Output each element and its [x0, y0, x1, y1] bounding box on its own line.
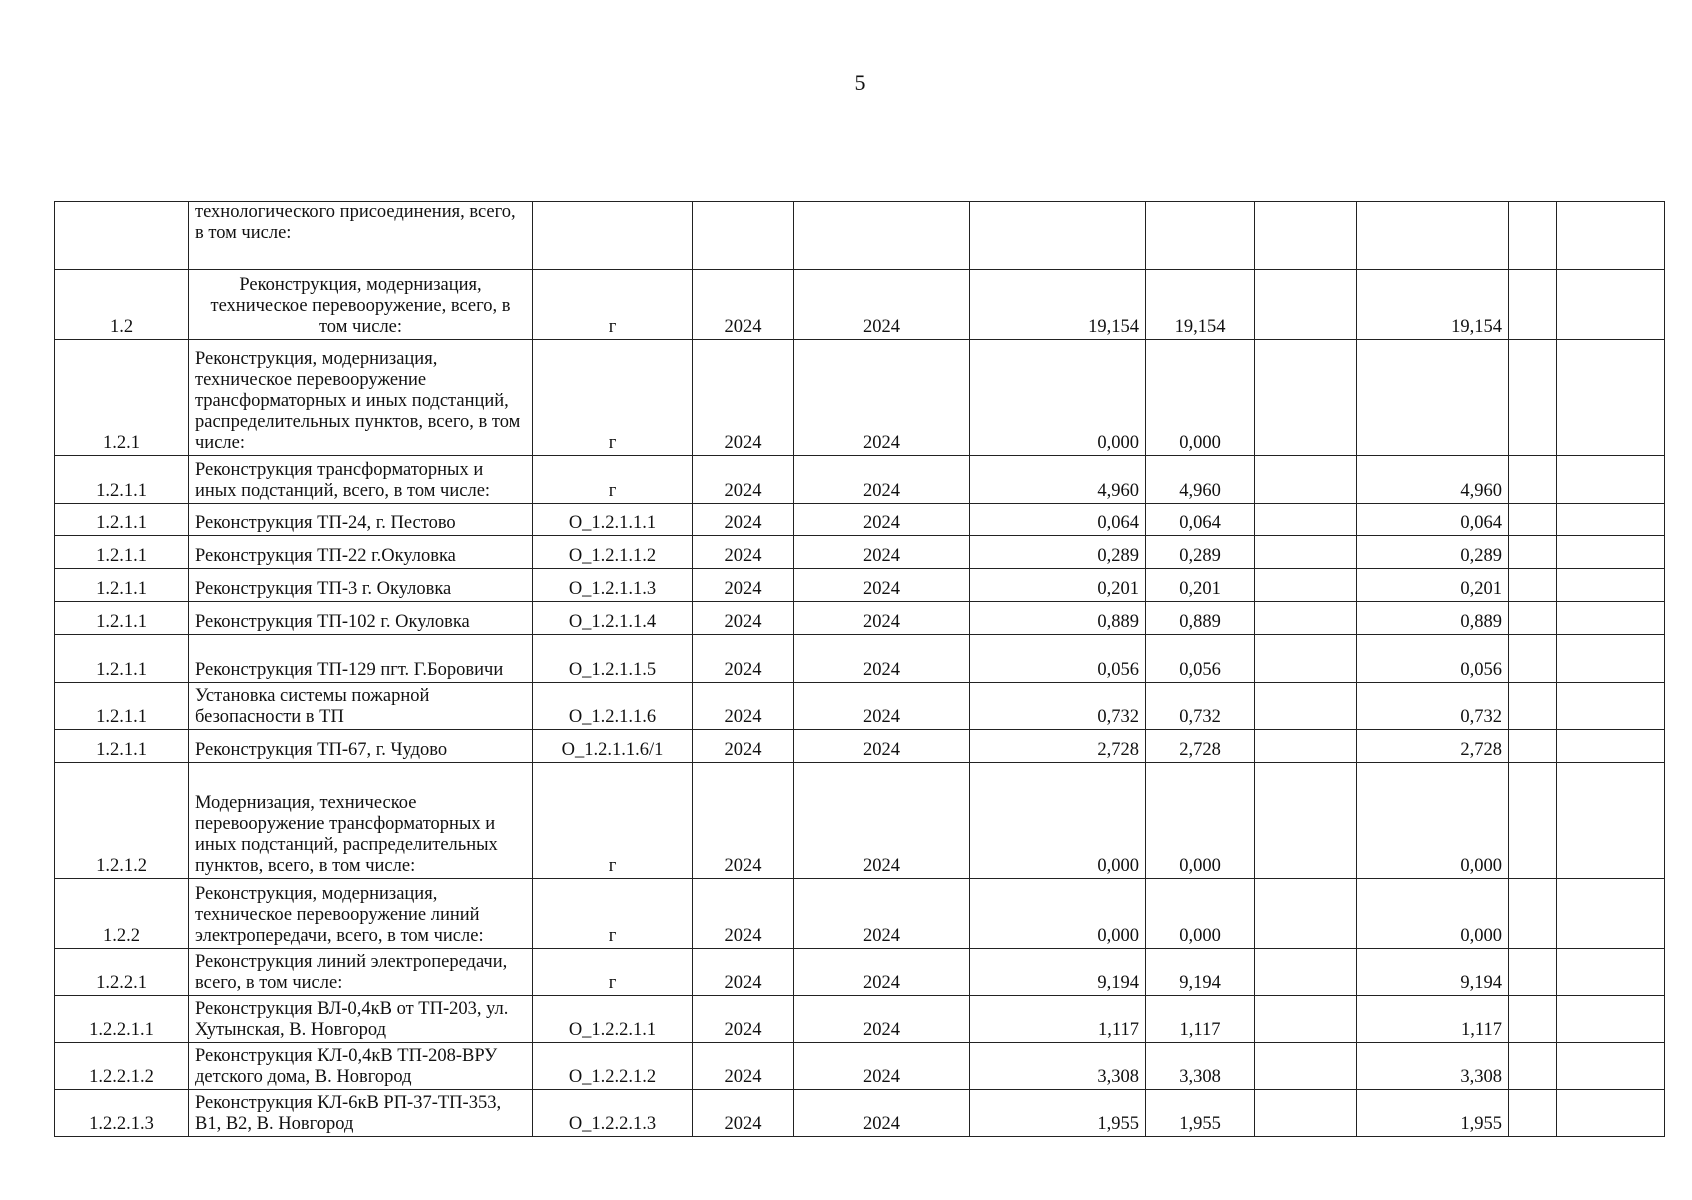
- row-year-end: 2024: [794, 1090, 970, 1137]
- row-name: Установка системы пожарной безопасности в ТП: [189, 683, 533, 730]
- row-value-2: 0,064: [1146, 504, 1255, 536]
- row-year-start: 2024: [693, 996, 794, 1043]
- row-year-start: 2024: [693, 1043, 794, 1090]
- row-year-end: 2024: [794, 536, 970, 569]
- row-empty-cell: [1255, 504, 1357, 536]
- row-empty-cell: [1509, 683, 1557, 730]
- row-value-3: 1,117: [1357, 996, 1509, 1043]
- row-value-1: 0,000: [970, 879, 1146, 949]
- row-number: 1.2.1.1: [55, 504, 189, 536]
- row-value-2: 0,000: [1146, 340, 1255, 456]
- row-empty-cell: [1255, 270, 1357, 340]
- row-name: Реконструкция ТП-102 г. Окуловка: [189, 602, 533, 635]
- row-code: О_1.2.1.1.5: [533, 635, 693, 683]
- row-empty-cell: [1557, 730, 1665, 763]
- row-empty-cell: [1509, 996, 1557, 1043]
- row-value-3: [1357, 202, 1509, 270]
- row-number: 1.2.2.1.1: [55, 996, 189, 1043]
- row-value-1: 0,000: [970, 763, 1146, 879]
- row-value-1: 1,955: [970, 1090, 1146, 1137]
- row-empty-cell: [1557, 340, 1665, 456]
- row-value-3: 2,728: [1357, 730, 1509, 763]
- row-value-3: 4,960: [1357, 456, 1509, 504]
- row-year-end: 2024: [794, 879, 970, 949]
- table-row: [55, 602, 1665, 635]
- table-row: [55, 456, 1665, 504]
- row-empty-cell: [1557, 879, 1665, 949]
- row-empty-cell: [1255, 1090, 1357, 1137]
- row-empty-cell: [1557, 1090, 1665, 1137]
- row-empty-cell: [1557, 683, 1665, 730]
- row-number: 1.2.1.1: [55, 635, 189, 683]
- table-row: [55, 1043, 1665, 1090]
- row-year-start: 2024: [693, 763, 794, 879]
- row-number: 1.2.2.1.3: [55, 1090, 189, 1137]
- row-value-3: 0,889: [1357, 602, 1509, 635]
- row-year-start: 2024: [693, 340, 794, 456]
- row-empty-cell: [1255, 879, 1357, 949]
- row-empty-cell: [1255, 456, 1357, 504]
- row-number: 1.2.1.2: [55, 763, 189, 879]
- row-value-1: 0,289: [970, 536, 1146, 569]
- row-value-2: 1,117: [1146, 996, 1255, 1043]
- row-value-2: 0,000: [1146, 879, 1255, 949]
- row-value-3: 0,056: [1357, 635, 1509, 683]
- row-number: 1.2.1.1: [55, 683, 189, 730]
- row-code: [533, 202, 693, 270]
- table-row: [55, 635, 1665, 683]
- row-code: г: [533, 879, 693, 949]
- row-value-2: 0,889: [1146, 602, 1255, 635]
- row-value-1: 0,201: [970, 569, 1146, 602]
- table-row: [55, 569, 1665, 602]
- table-body: [55, 202, 1665, 1137]
- row-year-start: 2024: [693, 456, 794, 504]
- row-value-2: 0,000: [1146, 763, 1255, 879]
- row-empty-cell: [1255, 569, 1357, 602]
- row-value-1: 0,000: [970, 340, 1146, 456]
- row-empty-cell: [1509, 569, 1557, 602]
- row-value-3: 0,201: [1357, 569, 1509, 602]
- page-number: 5: [854, 70, 866, 95]
- row-year-start: 2024: [693, 270, 794, 340]
- row-code: О_1.2.1.1.2: [533, 536, 693, 569]
- row-year-start: 2024: [693, 683, 794, 730]
- row-value-1: 9,194: [970, 949, 1146, 996]
- row-year-end: 2024: [794, 340, 970, 456]
- row-value-1: 2,728: [970, 730, 1146, 763]
- row-code: О_1.2.1.1.4: [533, 602, 693, 635]
- row-value-1: [970, 202, 1146, 270]
- row-number: 1.2.2: [55, 879, 189, 949]
- table-row: [55, 270, 1665, 340]
- table-row: [55, 763, 1665, 879]
- row-code: г: [533, 270, 693, 340]
- row-empty-cell: [1255, 730, 1357, 763]
- row-empty-cell: [1557, 270, 1665, 340]
- row-name: Реконструкция ТП-22 г.Окуловка: [189, 536, 533, 569]
- row-name: Реконструкция ТП-129 пгт. Г.Боровичи: [189, 635, 533, 683]
- row-year-end: 2024: [794, 1043, 970, 1090]
- row-year-start: 2024: [693, 1090, 794, 1137]
- table-row: [55, 202, 1665, 270]
- row-code: О_1.2.2.1.1: [533, 996, 693, 1043]
- row-name: Реконструкция ТП-67, г. Чудово: [189, 730, 533, 763]
- row-value-2: 0,732: [1146, 683, 1255, 730]
- row-code: г: [533, 456, 693, 504]
- row-code: О_1.2.1.1.1: [533, 504, 693, 536]
- row-name: Реконструкция ТП-3 г. Окуловка: [189, 569, 533, 602]
- row-year-start: 2024: [693, 879, 794, 949]
- row-name: технологического присоединения, всего, в том числе:: [189, 202, 533, 270]
- row-value-2: 0,201: [1146, 569, 1255, 602]
- row-value-2: 4,960: [1146, 456, 1255, 504]
- row-empty-cell: [1509, 456, 1557, 504]
- row-empty-cell: [1509, 602, 1557, 635]
- row-year-end: 2024: [794, 504, 970, 536]
- row-number: 1.2.1.1: [55, 569, 189, 602]
- row-empty-cell: [1557, 1043, 1665, 1090]
- row-value-1: 0,056: [970, 635, 1146, 683]
- row-year-start: 2024: [693, 536, 794, 569]
- row-value-3: 19,154: [1357, 270, 1509, 340]
- row-year-end: 2024: [794, 683, 970, 730]
- row-code: О_1.2.1.1.6: [533, 683, 693, 730]
- row-empty-cell: [1557, 763, 1665, 879]
- row-value-2: 0,056: [1146, 635, 1255, 683]
- row-number: 1.2.1: [55, 340, 189, 456]
- row-year-end: 2024: [794, 635, 970, 683]
- row-empty-cell: [1509, 536, 1557, 569]
- row-empty-cell: [1509, 763, 1557, 879]
- row-value-2: 1,955: [1146, 1090, 1255, 1137]
- row-year-end: 2024: [794, 270, 970, 340]
- row-empty-cell: [1255, 949, 1357, 996]
- row-empty-cell: [1557, 602, 1665, 635]
- row-name: Реконструкция ТП-24, г. Пестово: [189, 504, 533, 536]
- row-name: Реконструкция ВЛ-0,4кВ от ТП-203, ул. Хутынская, В. Новгород: [189, 996, 533, 1043]
- table-row: [55, 949, 1665, 996]
- row-name: Реконструкция КЛ-6кВ РП-37-ТП-353, В1, В2, В. Новгород: [189, 1090, 533, 1137]
- row-empty-cell: [1255, 340, 1357, 456]
- row-empty-cell: [1255, 635, 1357, 683]
- row-year-end: 2024: [794, 456, 970, 504]
- row-year-end: 2024: [794, 602, 970, 635]
- row-value-1: 0,889: [970, 602, 1146, 635]
- row-empty-cell: [1509, 1090, 1557, 1137]
- row-year-start: 2024: [693, 504, 794, 536]
- row-name: Реконструкция, модернизация, техническое перевооружение линий электропередачи, всего, в том числе:: [189, 879, 533, 949]
- row-year-end: 2024: [794, 996, 970, 1043]
- table-row: [55, 536, 1665, 569]
- row-year-start: 2024: [693, 602, 794, 635]
- row-value-1: 0,064: [970, 504, 1146, 536]
- table-row: [55, 340, 1665, 456]
- row-empty-cell: [1509, 1043, 1557, 1090]
- table-row: [55, 683, 1665, 730]
- row-number: [55, 202, 189, 270]
- row-empty-cell: [1557, 202, 1665, 270]
- row-value-3: [1357, 340, 1509, 456]
- row-year-end: 2024: [794, 763, 970, 879]
- row-value-3: 0,000: [1357, 763, 1509, 879]
- row-year-start: 2024: [693, 949, 794, 996]
- row-value-2: [1146, 202, 1255, 270]
- row-value-3: 0,732: [1357, 683, 1509, 730]
- row-value-3: 1,955: [1357, 1090, 1509, 1137]
- row-year-start: [693, 202, 794, 270]
- row-year-end: 2024: [794, 949, 970, 996]
- row-value-3: 3,308: [1357, 1043, 1509, 1090]
- table-row: [55, 730, 1665, 763]
- row-value-3: 0,064: [1357, 504, 1509, 536]
- table-row: [55, 879, 1665, 949]
- row-value-1: 3,308: [970, 1043, 1146, 1090]
- row-empty-cell: [1509, 340, 1557, 456]
- row-value-3: 9,194: [1357, 949, 1509, 996]
- row-name: Реконструкция трансформаторных и иных подстанций, всего, в том числе:: [189, 456, 533, 504]
- row-empty-cell: [1557, 569, 1665, 602]
- row-empty-cell: [1255, 1043, 1357, 1090]
- row-empty-cell: [1255, 763, 1357, 879]
- row-value-2: 19,154: [1146, 270, 1255, 340]
- row-empty-cell: [1509, 270, 1557, 340]
- row-code: г: [533, 340, 693, 456]
- row-number: 1.2.2.1.2: [55, 1043, 189, 1090]
- row-empty-cell: [1509, 879, 1557, 949]
- row-empty-cell: [1557, 949, 1665, 996]
- row-value-3: 0,289: [1357, 536, 1509, 569]
- row-empty-cell: [1255, 202, 1357, 270]
- table-row: [55, 996, 1665, 1043]
- row-empty-cell: [1509, 504, 1557, 536]
- table-row: [55, 504, 1665, 536]
- row-name: Реконструкция, модернизация, техническое перевооружение, всего, в том числе:: [189, 270, 533, 340]
- row-value-2: 2,728: [1146, 730, 1255, 763]
- row-empty-cell: [1255, 536, 1357, 569]
- row-code: О_1.2.2.1.2: [533, 1043, 693, 1090]
- row-empty-cell: [1509, 730, 1557, 763]
- row-code: О_1.2.1.1.3: [533, 569, 693, 602]
- row-empty-cell: [1255, 683, 1357, 730]
- row-number: 1.2.2.1: [55, 949, 189, 996]
- row-name: Реконструкция КЛ-0,4кВ ТП-208-ВРУ детского дома, В. Новгород: [189, 1043, 533, 1090]
- row-name: Реконструкция, модернизация, техническое перевооружение трансформаторных и иных подстанций, распределительных пунктов, всего, в том числе:: [189, 340, 533, 456]
- row-code: г: [533, 763, 693, 879]
- row-value-2: 9,194: [1146, 949, 1255, 996]
- row-year-start: 2024: [693, 569, 794, 602]
- row-empty-cell: [1557, 456, 1665, 504]
- row-value-1: 1,117: [970, 996, 1146, 1043]
- row-empty-cell: [1509, 635, 1557, 683]
- row-number: 1.2.1.1: [55, 730, 189, 763]
- row-year-end: 2024: [794, 569, 970, 602]
- row-year-end: [794, 202, 970, 270]
- row-value-3: 0,000: [1357, 879, 1509, 949]
- row-value-1: 0,732: [970, 683, 1146, 730]
- investment-table: [54, 201, 1665, 1137]
- row-empty-cell: [1557, 504, 1665, 536]
- row-number: 1.2: [55, 270, 189, 340]
- row-value-2: 3,308: [1146, 1043, 1255, 1090]
- row-value-2: 0,289: [1146, 536, 1255, 569]
- row-value-1: 19,154: [970, 270, 1146, 340]
- row-year-start: 2024: [693, 730, 794, 763]
- row-number: 1.2.1.1: [55, 536, 189, 569]
- row-code: О_1.2.1.1.6/1: [533, 730, 693, 763]
- row-value-1: 4,960: [970, 456, 1146, 504]
- row-empty-cell: [1557, 996, 1665, 1043]
- row-code: О_1.2.2.1.3: [533, 1090, 693, 1137]
- row-number: 1.2.1.1: [55, 602, 189, 635]
- row-empty-cell: [1557, 536, 1665, 569]
- row-empty-cell: [1509, 202, 1557, 270]
- row-name: Реконструкция линий электропередачи, всего, в том числе:: [189, 949, 533, 996]
- table-row: [55, 1090, 1665, 1137]
- row-empty-cell: [1255, 996, 1357, 1043]
- row-code: г: [533, 949, 693, 996]
- row-empty-cell: [1255, 602, 1357, 635]
- row-year-start: 2024: [693, 635, 794, 683]
- row-empty-cell: [1509, 949, 1557, 996]
- row-number: 1.2.1.1: [55, 456, 189, 504]
- row-year-end: 2024: [794, 730, 970, 763]
- row-empty-cell: [1557, 635, 1665, 683]
- row-name: Модернизация, техническое перевооружение трансформаторных и иных подстанций, распределительных пунктов, всего, в том числе:: [189, 763, 533, 879]
